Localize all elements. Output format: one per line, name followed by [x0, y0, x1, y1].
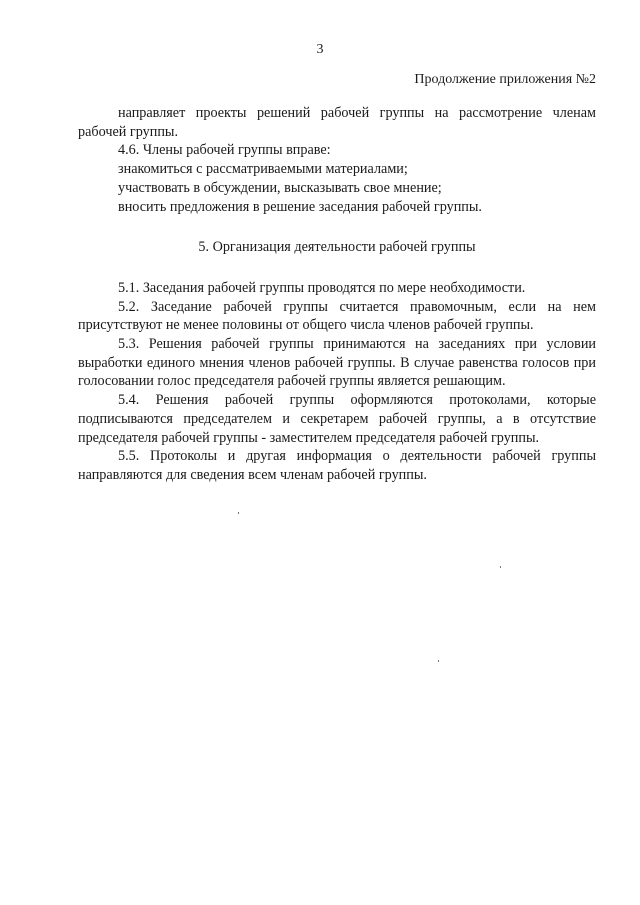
document-body [78, 104, 596, 485]
paragraph-5-3: 5.3. Решения рабочей группы принимаются на заседаниях при условии выработки единого мнения членов рабочей группы. В случае равенства голосов при голосовании голос председателя рабочей группы является решающим. [78, 336, 596, 390]
paragraph-4-6-item-3: вносить предложения в решение заседания рабочей группы. [118, 198, 482, 215]
scan-speck [238, 512, 239, 514]
scan-speck [438, 660, 439, 662]
paragraph-4-6-item-1: знакомиться с рассматриваемыми материалами; [118, 161, 408, 178]
paragraph-4-6-item-2: участвовать в обсуждении, высказывать свое мнение; [118, 179, 442, 196]
paragraph-5-5: 5.5. Протоколы и другая информация о деятельности рабочей группы направляются для сведения всем членам рабочей группы. [78, 448, 596, 483]
paragraph-5-1: 5.1. Заседания рабочей группы проводятся по мере необходимости. [118, 279, 526, 296]
paragraph-5-2: 5.2. Заседание рабочей группы считается правомочным, если на нем присутствуют не менее половины от общего числа членов рабочей группы. [78, 298, 596, 334]
page-number: 3 [316, 42, 324, 57]
section-5-title: 5. Организация деятельности рабочей группы [198, 239, 476, 256]
paragraph-4-5-continuation: направляет проекты решений рабочей группы на рассмотрение членам рабочей группы. [78, 105, 596, 140]
appendix-continuation-note: Продолжение приложения №2 [414, 72, 596, 87]
paragraph-4-6: 4.6. Члены рабочей группы вправе: [118, 142, 331, 159]
scan-speck [500, 566, 501, 568]
paragraph-5-4: 5.4. Решения рабочей группы оформляются протоколами, которые подписываются председателем и секретарем рабочей группы, а в отсутствие председателя рабочей группы - заместителем председателя рабочей группы. [78, 392, 596, 446]
